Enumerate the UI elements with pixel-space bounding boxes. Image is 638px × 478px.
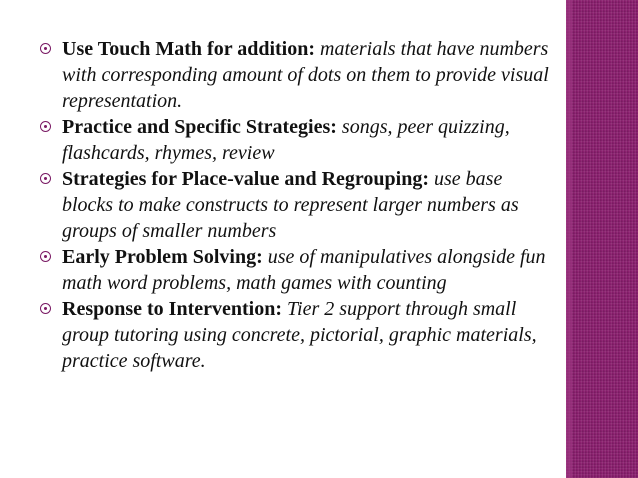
bullet-term: Response to Intervention: — [62, 298, 287, 320]
bullet-item-touch-math — [38, 36, 558, 114]
bullet-description: materials that have numbers with corresponding amount of dots on them to provide visual representation. — [62, 38, 549, 112]
bullet-circle-icon — [40, 303, 51, 314]
bullet-item-place-value — [38, 166, 558, 244]
bullet-description: songs, peer quizzing, flashcards, rhymes, review — [62, 116, 510, 164]
bullet-term: Practice and Specific Strategies: — [62, 116, 342, 138]
bullet-term: Strategies for Place-value and Regrouping: — [62, 168, 435, 190]
bullet-term: Use Touch Math for addition: — [62, 38, 321, 60]
bullet-term: Early Problem Solving: — [62, 246, 268, 268]
bullet-circle-icon — [40, 121, 51, 132]
bullet-description: use of manipulatives alongside fun math word problems, math games with counting — [62, 246, 546, 294]
bullet-circle-icon — [40, 43, 51, 54]
bullet-circle-icon — [40, 251, 51, 262]
slide-content — [38, 36, 558, 374]
decorative-side-panel — [566, 0, 638, 478]
bullet-item-problem-solving — [38, 244, 558, 296]
bullet-description: use base blocks to make constructs to represent larger numbers as groups of smaller numbers — [62, 168, 519, 242]
bullet-item-practice-strategies — [38, 114, 558, 166]
bullet-circle-icon — [40, 173, 51, 184]
bullet-item-rti — [38, 296, 558, 374]
bullet-list — [38, 36, 558, 374]
bullet-description: Tier 2 support through small group tutoring using concrete, pictorial, graphic materials, practice software. — [62, 298, 537, 372]
